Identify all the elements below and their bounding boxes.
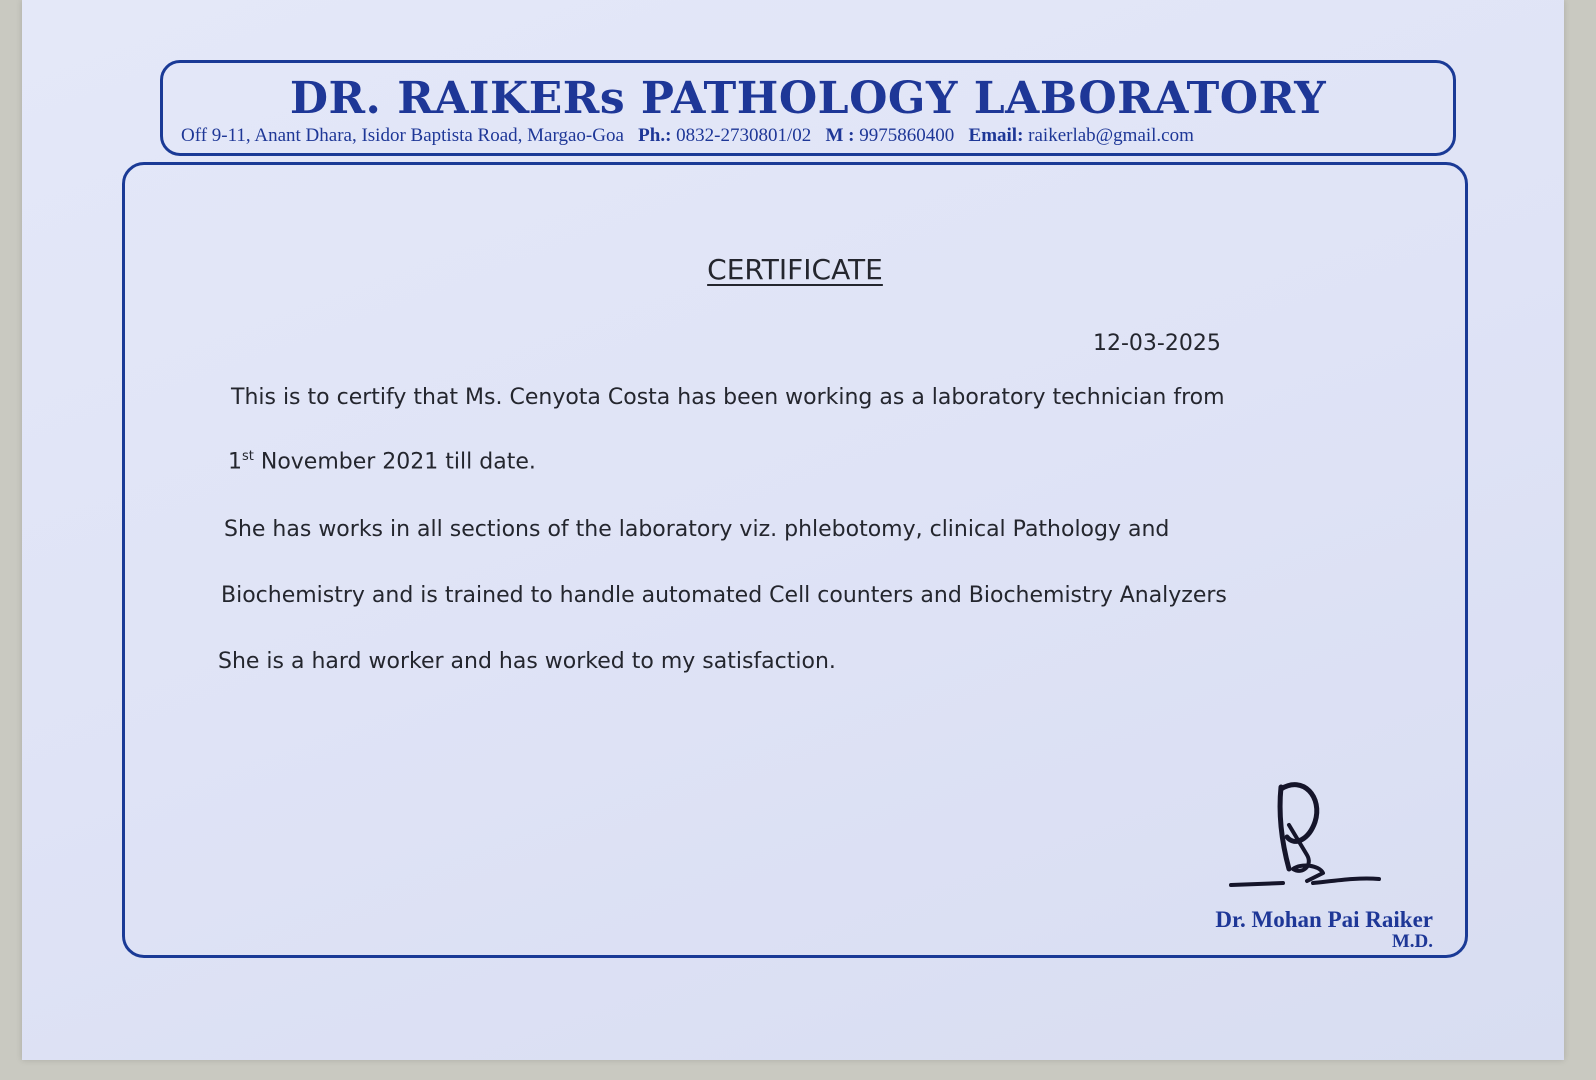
start-date-rest: November 2021 till date.: [253, 449, 536, 475]
certificate-line-1: This is to certify that Ms. Cenyota Costa has been working as a laboratory technician from: [231, 385, 1225, 410]
certificate-line-5: She is a hard worker and has worked to my satisfaction.: [218, 649, 836, 674]
certificate-line-4: Biochemistry and is trained to handle automated Cell counters and Biochemistry Analyzers: [221, 583, 1227, 608]
certificate-title: [125, 253, 1465, 286]
certificate-page: [22, 0, 1564, 1060]
start-day-suffix: st: [242, 449, 254, 464]
mobile-label: M :: [825, 125, 855, 146]
email-label: Email:: [968, 125, 1024, 146]
start-day: 1: [228, 449, 242, 475]
lab-address: Off 9-11, Anant Dhara, Isidor Baptista Road, Margao-Goa: [181, 125, 624, 146]
mobile-number: 9975860400: [859, 125, 955, 146]
letterhead: [160, 60, 1456, 156]
signature-block: [1133, 777, 1433, 952]
certificate-date: 12-03-2025: [1093, 331, 1221, 356]
certificate-line-2: [228, 449, 536, 474]
certificate-title-text: CERTIFICATE: [707, 253, 883, 286]
signatory-degree: M.D.: [1391, 931, 1433, 952]
signature-icon: [1223, 777, 1383, 902]
signatory-name: Dr. Mohan Pai Raiker: [1215, 907, 1433, 932]
phone-label: Ph.:: [638, 125, 672, 146]
lab-contact-line: [181, 125, 1443, 147]
email-address: raikerlab@gmail.com: [1028, 125, 1194, 146]
phone-number: 0832-2730801/02: [676, 125, 812, 146]
certificate-line-3: She has works in all sections of the laboratory viz. phlebotomy, clinical Pathology and: [224, 517, 1170, 542]
certificate-body: [122, 162, 1468, 958]
lab-name: DR. RAIKERs PATHOLOGY LABORATORY: [289, 73, 1327, 124]
